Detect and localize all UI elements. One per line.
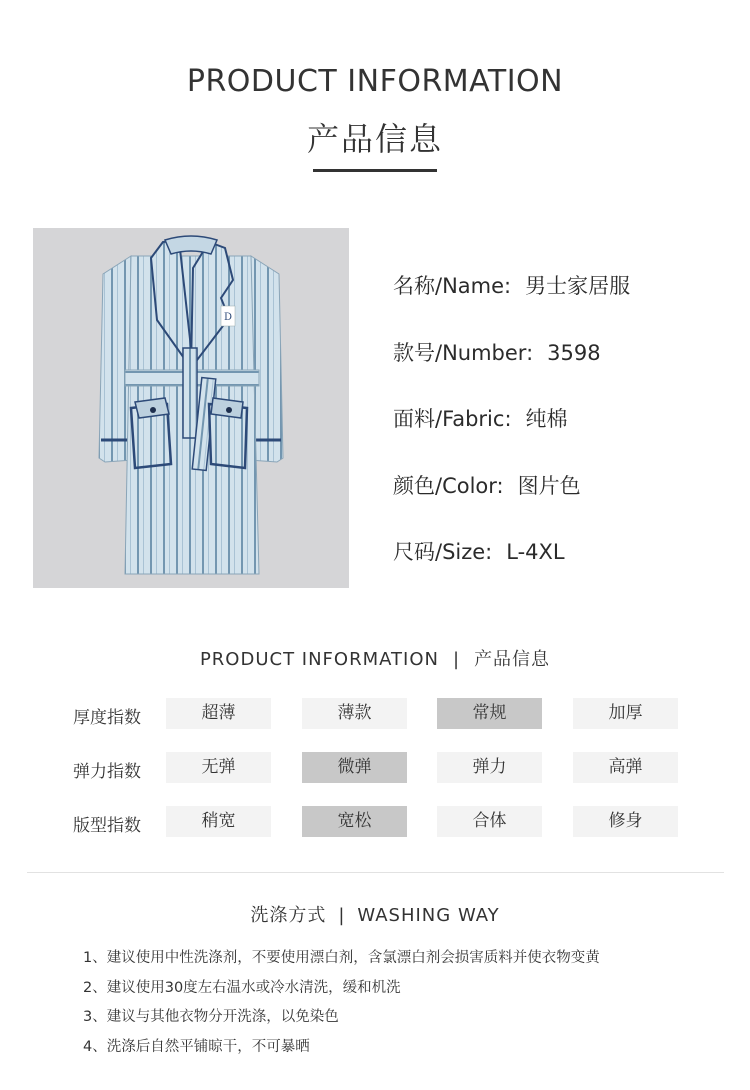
- thickness-label: 厚度指数: [73, 708, 141, 728]
- thickness-option: 加厚: [573, 698, 678, 729]
- thickness-option: 薄款: [302, 698, 407, 729]
- index-title-en: PRODUCT INFORMATION: [199, 649, 439, 670]
- robe-illustration: [33, 228, 349, 588]
- elasticity-label: 弹力指数: [73, 762, 141, 782]
- fit-option: 修身: [573, 806, 678, 837]
- spec-name-value: 男士家居服: [525, 274, 631, 298]
- thickness-option-selected: 常规: [437, 698, 542, 729]
- fit-label: 版型指数: [73, 816, 141, 836]
- elasticity-option: 无弹: [166, 752, 271, 783]
- page-title-zh: 产品信息: [306, 120, 443, 158]
- washing-item: 3、建议与其他衣物分开洗涤，以免染色: [83, 1009, 339, 1025]
- elasticity-option: 高弹: [573, 752, 678, 783]
- spec-name-label: 名称/Name:: [393, 274, 512, 298]
- logo-letter: D: [223, 312, 233, 323]
- spec-fabric: [393, 403, 568, 433]
- index-title-separator: |: [452, 649, 461, 670]
- washing-title: [0, 901, 750, 927]
- spec-size-value: L-4XL: [506, 540, 565, 564]
- index-section-title: [0, 645, 750, 671]
- section-divider: [27, 872, 724, 873]
- spec-fabric-label: 面料/Fabric:: [393, 407, 512, 431]
- title-underline: [313, 169, 437, 172]
- thickness-option: 超薄: [166, 698, 271, 729]
- elasticity-option: 弹力: [437, 752, 542, 783]
- spec-number: [393, 337, 601, 367]
- washing-item: 4、洗涤后自然平铺晾干，不可暴晒: [83, 1039, 310, 1055]
- spec-color-label: 颜色/Color:: [393, 474, 504, 498]
- spec-number-label: 款号/Number:: [393, 341, 534, 365]
- fit-option: 合体: [437, 806, 542, 837]
- washing-title-en: WASHING WAY: [357, 905, 500, 926]
- washing-title-zh: 洗涤方式: [250, 905, 327, 926]
- washing-item: 1、建议使用中性洗涤剂，不要使用漂白剂，含氯漂白剂会损害质料并使衣物变黄: [83, 950, 600, 966]
- spec-size: [393, 536, 565, 566]
- spec-color: [393, 470, 581, 500]
- index-title-zh: 产品信息: [474, 649, 551, 670]
- elasticity-option-selected: 微弹: [302, 752, 407, 783]
- spec-name: [393, 270, 630, 300]
- washing-title-separator: |: [338, 905, 346, 926]
- product-image: [33, 228, 349, 588]
- spec-size-label: 尺码/Size:: [393, 540, 493, 564]
- spec-color-value: 图片色: [517, 474, 581, 498]
- washing-item: 2、建议使用30度左右温水或冷水清洗，缓和机洗: [83, 980, 401, 996]
- fit-option-selected: 宽松: [302, 806, 407, 837]
- spec-number-value: 3598: [547, 341, 601, 365]
- page-title-en: PRODUCT INFORMATION: [186, 64, 564, 99]
- spec-fabric-value: 纯棉: [525, 407, 568, 431]
- fit-option: 稍宽: [166, 806, 271, 837]
